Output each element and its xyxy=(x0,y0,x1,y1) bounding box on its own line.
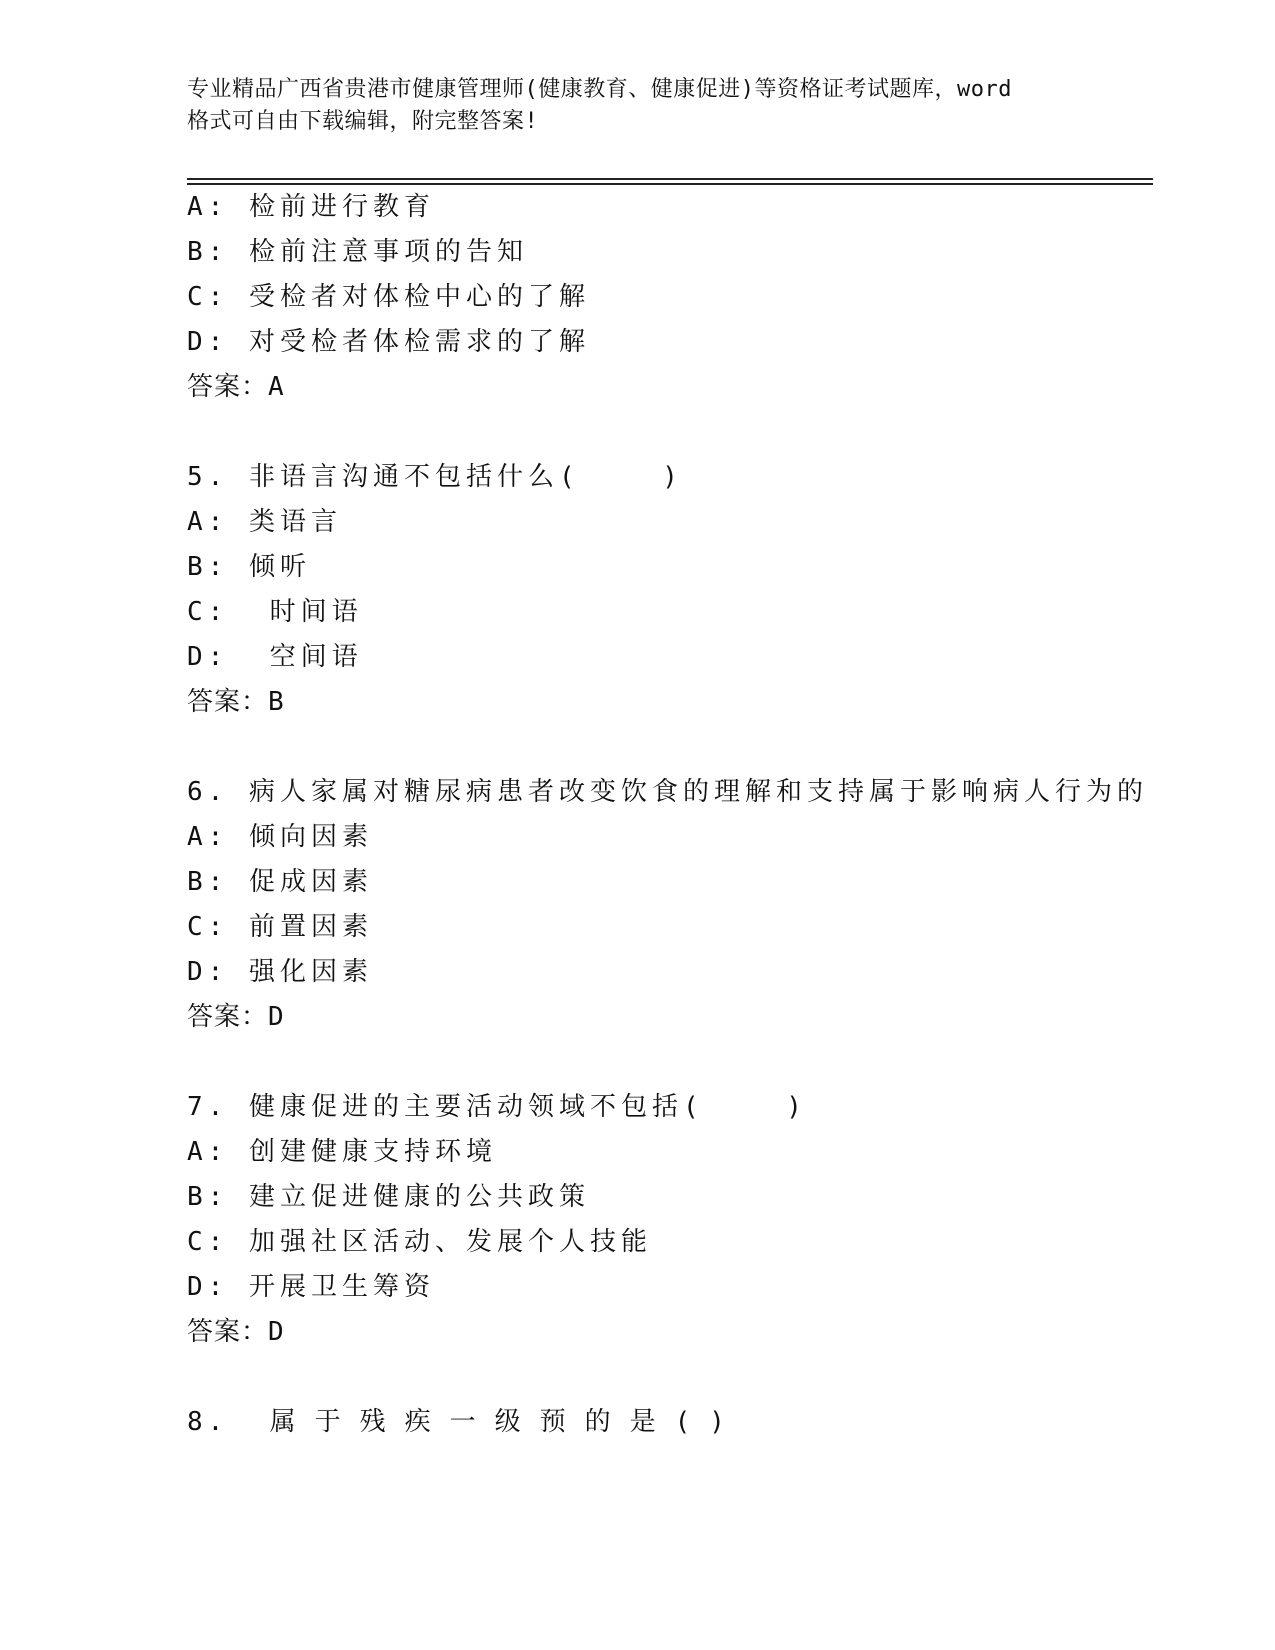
q7-option-c: C: 加强社区活动、发展个人技能 xyxy=(187,1227,652,1257)
answer-value: B xyxy=(268,687,285,717)
answer-value: D xyxy=(268,1317,285,1347)
q6-option-a: A: 倾向因素 xyxy=(187,822,373,852)
header-line-1: 专业精品广西省贵港市健康管理师(健康教育、健康促进)等资格证考试题库，word xyxy=(187,77,1012,102)
answer-label: 答案： xyxy=(187,1317,269,1347)
q6-answer xyxy=(187,1000,285,1034)
q7-answer xyxy=(187,1315,285,1349)
answer-value: A xyxy=(268,372,285,402)
q6-option-d: D: 强化因素 xyxy=(187,957,373,987)
header-line-2: 格式可自由下载编辑，附完整答案! xyxy=(187,109,539,134)
q5-option-b: B: 倾听 xyxy=(187,552,311,582)
q8-question xyxy=(187,1405,744,1439)
answer-value: D xyxy=(268,1002,285,1032)
q7-option-a: A: 创建健康支持环境 xyxy=(187,1137,497,1167)
q6-question: 6. 病人家属对糖尿病患者改变饮食的理解和支持属于影响病人行为的 xyxy=(187,777,1148,807)
document-header xyxy=(187,74,1087,138)
q5-answer xyxy=(187,685,285,719)
q5-option-c: C: 时间语 xyxy=(187,597,363,627)
header-rule-top xyxy=(187,178,1153,180)
q7-question: 7. 健康促进的主要活动领域不包括( ) xyxy=(187,1092,807,1122)
answer-label: 答案： xyxy=(187,1002,269,1032)
header-rule-bottom xyxy=(187,183,1153,185)
q7-option-d: D: 开展卫生筹资 xyxy=(187,1272,435,1302)
q6-option-b: B: 促成因素 xyxy=(187,867,373,897)
q4-option-b: B: 检前注意事项的告知 xyxy=(187,237,528,267)
q8-number: 8. xyxy=(187,1407,229,1437)
answer-label: 答案： xyxy=(187,372,269,402)
answer-label: 答案： xyxy=(187,687,269,717)
q6-option-c: C: 前置因素 xyxy=(187,912,373,942)
q5-question: 5. 非语言沟通不包括什么( ) xyxy=(187,462,683,492)
q4-option-c: C: 受检者对体检中心的了解 xyxy=(187,282,590,312)
q8-text: 属于残疾一级预的是() xyxy=(269,1407,744,1437)
q5-option-a: A: 类语言 xyxy=(187,507,342,537)
q4-answer xyxy=(187,370,285,404)
q4-option-d: D: 对受检者体检需求的了解 xyxy=(187,327,590,357)
q4-option-a: A: 检前进行教育 xyxy=(187,192,435,222)
q5-option-d: D: 空间语 xyxy=(187,642,363,672)
q7-option-b: B: 建立促进健康的公共政策 xyxy=(187,1182,590,1212)
